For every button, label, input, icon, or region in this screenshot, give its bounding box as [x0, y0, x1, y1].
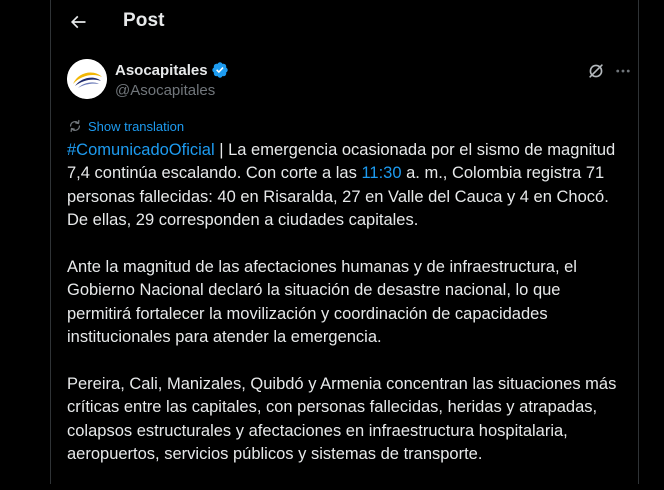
show-translation-label: Show translation	[88, 118, 185, 134]
post-paragraph-3: Pereira, Cali, Manizales, Quibdó y Armenia concentran las situaciones más críticas entre las capitales, con personas fallecidas, heridas y atrapadas, colapsos estructurales y afectaciones en infraestructura hospitalaria, aeropuertos, servicios públicos y sistemas de transporte.	[67, 375, 617, 464]
post-column	[50, 0, 639, 484]
arrow-left-icon	[68, 12, 88, 32]
post-paragraph-1	[67, 139, 627, 233]
grok-icon	[587, 62, 605, 80]
more-horizontal-icon	[614, 62, 632, 80]
avatar[interactable]	[67, 59, 107, 99]
time-link[interactable]: 11:30	[361, 164, 402, 183]
post-text-segment: a. m., Colombia registra 71 personas fallecidas: 40 en Risaralda, 27 en Valle del Cauca y 4 en Chocó. De ellas, 29 corresponden a ciudades capitales.	[67, 164, 609, 230]
asocapitales-logo-icon	[67, 59, 107, 99]
more-options-button[interactable]	[612, 61, 634, 81]
post-text-segment: | La emergencia ocasionada por el sismo de magnitud 7,4 continúa escalando. Con corte a las	[67, 141, 616, 183]
hashtag-link[interactable]: #ComunicadoOficial	[67, 141, 215, 159]
post-header	[51, 0, 638, 44]
post-text	[67, 139, 627, 490]
author-handle[interactable]: @Asocapitales	[115, 82, 216, 99]
author-name: Asocapitales	[115, 61, 208, 79]
page-title: Post	[123, 10, 165, 31]
verified-badge-icon	[211, 61, 229, 79]
post-paragraph-2: Ante la magnitud de las afectaciones humanas y de infraestructura, el Gobierno Nacional declaró la situación de desastre nacional, lo que permitirá fortalecer la movilización y coordinación de capacidades institucionales para atender la emergencia.	[67, 258, 577, 347]
show-translation-link[interactable]	[67, 118, 184, 134]
back-button[interactable]	[62, 6, 94, 38]
grok-button[interactable]	[586, 61, 606, 81]
author-name-row[interactable]	[115, 61, 229, 79]
translate-icon	[67, 118, 83, 134]
